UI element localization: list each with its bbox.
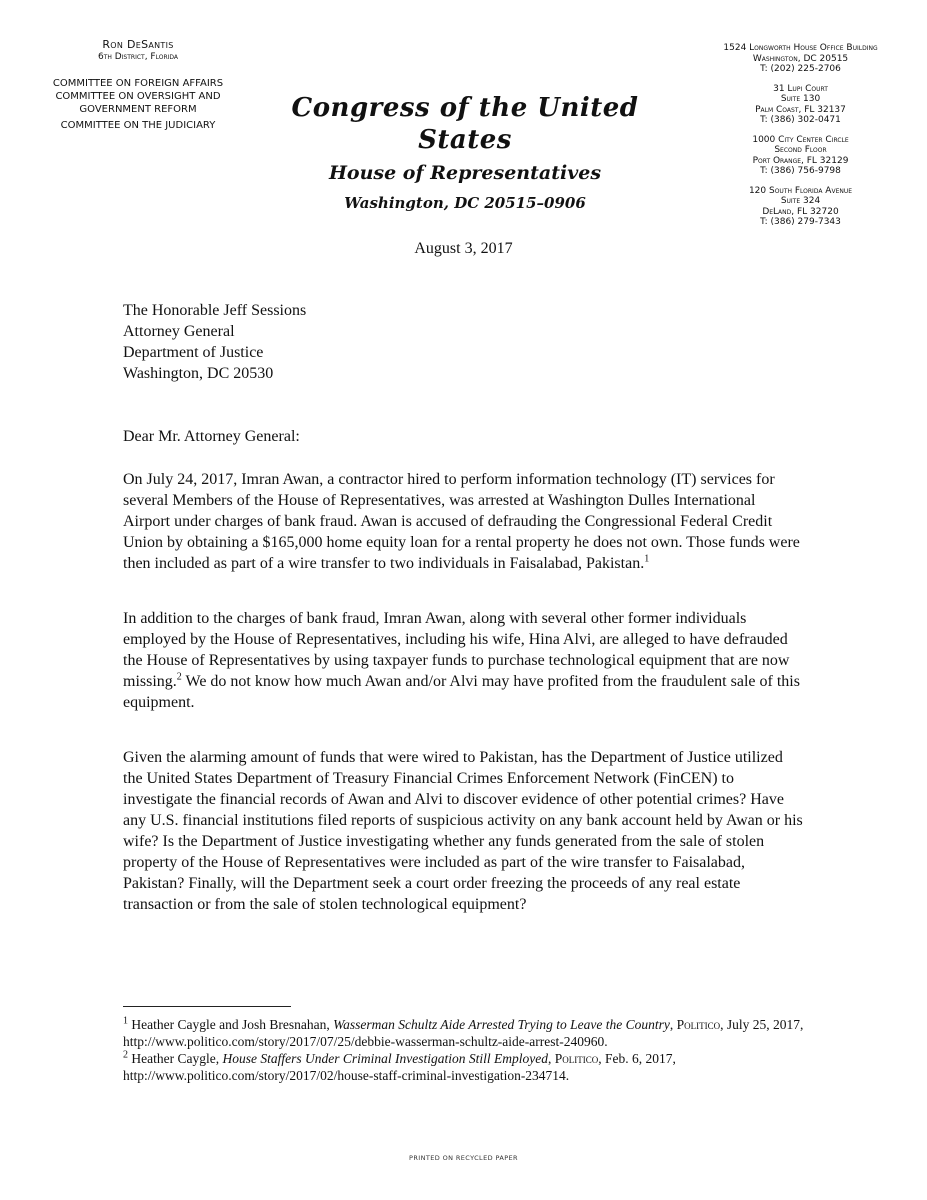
office-line: Suite 324	[780, 196, 821, 206]
office-line: T: (386) 279-7343	[760, 217, 841, 227]
office-palm-coast	[688, 84, 913, 126]
committee-foreign-affairs: COMMITTEE ON FOREIGN AFFAIRS	[52, 78, 224, 89]
office-deland	[688, 186, 913, 228]
footnote-separator: ,	[669, 1017, 677, 1032]
member-district: 6th District, Florida	[97, 52, 179, 62]
footnote-authors: Heather Caygle and Josh Bresnahan,	[128, 1017, 334, 1032]
footnote-number: 1	[123, 1015, 128, 1027]
body-paragraph-2	[123, 608, 803, 713]
washington-address: Washington, DC 20515–0906	[344, 194, 586, 212]
office-line: Suite 130	[780, 94, 821, 104]
office-line: T: (386) 756-9798	[760, 166, 841, 176]
footnote-ref-1: 1	[644, 553, 650, 565]
footnote-authors: Heather Caygle,	[128, 1051, 223, 1066]
footnote-ref-2: 2	[176, 671, 182, 683]
office-line: 31 Lupi Court	[773, 83, 828, 94]
footnote-publication: Politico	[676, 1017, 721, 1032]
office-line: 1000 City Center Circle	[752, 134, 849, 145]
office-addresses	[688, 43, 913, 237]
footnote-publication: Politico	[554, 1051, 599, 1066]
letter-date: August 3, 2017	[414, 240, 513, 257]
office-line: 120 South Florida Avenue	[748, 185, 853, 196]
office-line: 1524 Longworth House Office Building	[723, 43, 878, 53]
recipient-line: Attorney General	[123, 323, 235, 340]
congress-title: Congress of the United States	[291, 93, 639, 155]
member-name: Ron DeSantis	[102, 38, 174, 51]
office-washington	[688, 43, 913, 75]
office-line: T: (202) 225-2706	[760, 64, 841, 74]
recipient-address	[123, 300, 306, 384]
office-line: Washington, DC 20515	[752, 53, 849, 64]
paragraph-text: In addition to the charges of bank fraud, Imran Awan, along with several other former individuals employed by the House of Representatives, including his wife, Hina Alvi, are alleged to have defrauded the House of Representatives by using taxpayer funds to purchase technological equipment that are now missing.	[123, 610, 790, 690]
salutation: Dear Mr. Attorney General:	[123, 428, 300, 445]
letterhead-title-block	[255, 92, 675, 214]
footnote-separator: ,	[547, 1051, 555, 1066]
office-line: Second Floor	[774, 145, 827, 155]
footnote-title: House Staffers Under Criminal Investigation Still Employed	[222, 1051, 548, 1066]
paragraph-text: We do not know how much Awan and/or Alvi may have profited from the fraudulent sale of this equipment.	[123, 673, 800, 711]
footnotes	[123, 1016, 813, 1084]
recipient-line: Washington, DC 20530	[123, 365, 274, 382]
committee-judiciary: COMMITTEE ON THE JUDICIARY	[60, 120, 216, 131]
footnote-1	[123, 1016, 813, 1050]
footnote-divider	[123, 1006, 291, 1007]
printed-on-recycled-paper: PRINTED ON RECYCLED PAPER	[409, 1154, 518, 1162]
office-line: T: (386) 302-0471	[760, 115, 841, 125]
office-line: Palm Coast, FL 32137	[755, 104, 846, 115]
footnote-2	[123, 1050, 813, 1084]
office-port-orange	[688, 135, 913, 177]
office-line: DeLand, FL 32720	[762, 206, 839, 217]
committee-government-reform: GOVERNMENT REFORM	[79, 104, 197, 115]
house-title: House of Representatives	[328, 162, 602, 184]
footnote-title: Wasserman Schultz Aide Arrested Trying to Leave the Country	[333, 1017, 670, 1032]
paragraph-text: On July 24, 2017, Imran Awan, a contractor hired to perform information technology (IT) services for several Members of the House of Representatives, was arrested at Washington Dulles International Airport under charges of bank fraud. Awan is accused of defrauding the Congressional Federal Credit Union by obtaining a $165,000 home equity loan for a rental property he does not own. Those funds were then included as part of a wire transfer to two individuals in Faisalabad, Pakistan.	[123, 471, 800, 572]
recipient-line: Department of Justice	[123, 344, 264, 361]
footnote-number: 2	[123, 1049, 128, 1061]
footnote-citation: , July 25, 2017, http://www.politico.com/story/2017/07/25/debbie-wasserman-schultz-aide-arrest-240960.	[123, 1017, 804, 1049]
member-block	[28, 38, 248, 132]
recipient-line: The Honorable Jeff Sessions	[123, 302, 307, 319]
office-line: Port Orange, FL 32129	[752, 155, 849, 166]
committee-oversight: COMMITTEE ON OVERSIGHT AND	[55, 91, 221, 102]
body-paragraph-3: Given the alarming amount of funds that were wired to Pakistan, has the Department of Justice utilized the United States Department of Treasury Financial Crimes Enforcement Network (FinCEN) to investigate the financial records of Awan and Alvi to discover evidence of other potential crimes? Have any U.S. financial institutions filed reports of suspicious activity on any bank account held by Awan or his wife? Is the Department of Justice investigating whether any funds generated from the sale of stolen property of the House of Representatives were included as part of the wire transfer to Faisalabad, Pakistan? Finally, will the Department seek a court order freezing the proceeds of any real estate transaction or from the sale of stolen technological equipment?	[123, 749, 803, 913]
footnote-citation: , Feb. 6, 2017, http://www.politico.com/story/2017/02/house-staff-criminal-investigation-234714.	[123, 1051, 676, 1083]
body-paragraph-1	[123, 469, 803, 574]
